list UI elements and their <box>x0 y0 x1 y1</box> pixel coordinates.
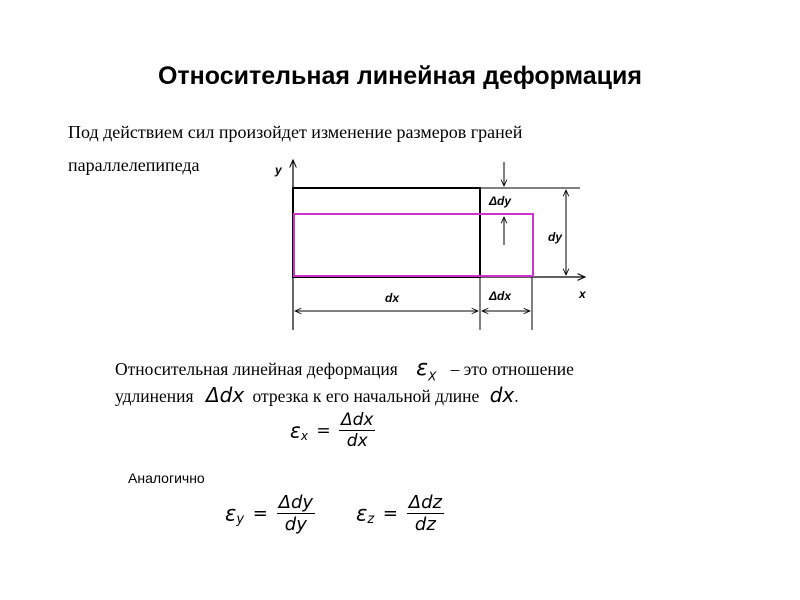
delta-dx-term: Δdx <box>205 383 245 407</box>
dx-label: dx <box>385 291 400 305</box>
formula-z-denominator: dz <box>414 514 436 535</box>
dy-label: dy <box>548 230 563 244</box>
formula-y-denominator: dy <box>284 514 307 535</box>
formula-epsilon-y <box>225 492 315 535</box>
formula-x-numerator: Δdx <box>340 410 374 430</box>
formula-epsilon-z <box>356 492 444 535</box>
intro-line-1: Под действием сил произойдет изменение размеров граней <box>68 122 523 142</box>
epsilon-symbol: ε <box>416 356 429 381</box>
formula-z-numerator: Δdz <box>408 492 442 513</box>
formula-y-numerator: Δdy <box>278 492 314 513</box>
y-axis-label: y <box>275 163 282 177</box>
formula-x-fraction <box>339 410 375 451</box>
original-rectangle <box>293 188 480 277</box>
formula-x-denominator: dx <box>346 431 368 451</box>
formula-x-eps: ε <box>290 418 301 443</box>
intro-line-2: параллелепипеда <box>68 155 200 175</box>
formula-x-sub: x <box>300 428 308 443</box>
definition-part-2: – это отношение <box>450 359 574 379</box>
formula-epsilon-x <box>290 410 375 451</box>
definition-line-2 <box>115 383 519 407</box>
epsilon-x-symbol <box>416 356 437 384</box>
slide-title: Относительная линейная деформация <box>157 62 643 90</box>
formula-y-eq: = <box>252 503 268 524</box>
formula-y-eps: ε <box>225 501 237 526</box>
epsilon-subscript: X <box>428 369 437 384</box>
deformed-rectangle <box>294 214 533 276</box>
definition-part-4: отрезка к его начальной длине <box>252 386 480 406</box>
formula-z-sub: z <box>367 512 375 528</box>
definition-period: . <box>514 386 519 406</box>
delta-dx-label: Δdx <box>489 289 512 303</box>
definition-line-1 <box>115 356 574 383</box>
formula-y-sub: y <box>236 512 245 528</box>
definition-part-1: Относительная линейная деформация <box>115 359 398 379</box>
delta-dy-label: Δdy <box>489 194 512 208</box>
analogously-label: Аналогично <box>128 470 205 486</box>
dx-term: dx <box>489 383 515 407</box>
formula-z-eps: ε <box>356 501 368 526</box>
formula-y-fraction <box>277 492 315 535</box>
x-axis-label: x <box>579 287 586 301</box>
formula-z-eq: = <box>382 503 399 524</box>
formula-x-eq: = <box>316 420 331 441</box>
formula-z-fraction <box>407 492 444 535</box>
definition-part-3: удлинения <box>115 386 194 406</box>
